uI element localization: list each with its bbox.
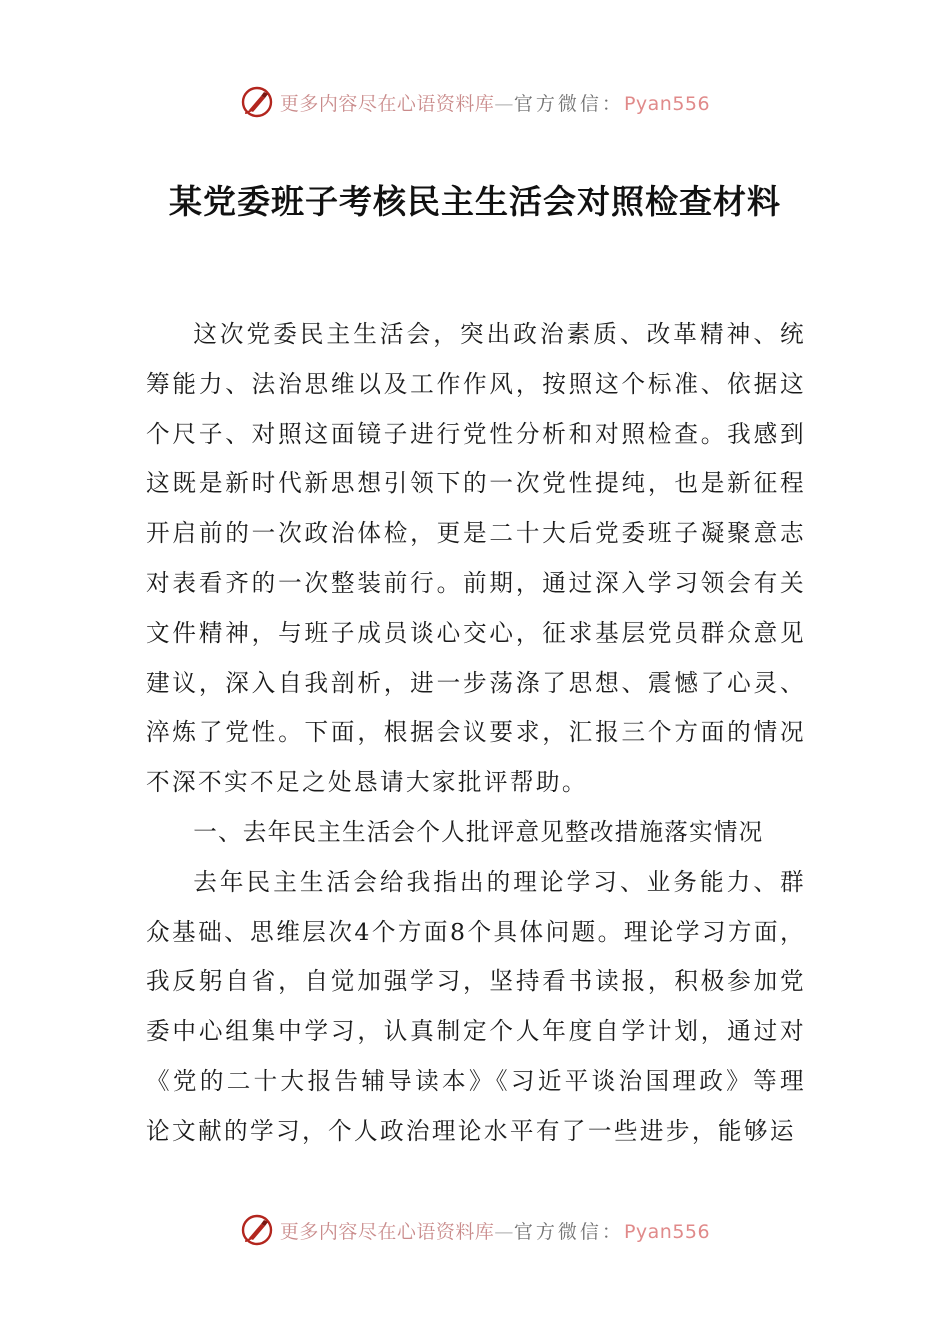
header-banner bbox=[0, 82, 950, 122]
banner-brand: 更多内容尽在心语资料库 bbox=[279, 1220, 495, 1243]
footer-banner bbox=[0, 1210, 950, 1250]
document-body bbox=[146, 310, 806, 1157]
banner-tag: 官方微信： bbox=[513, 1220, 624, 1243]
banner-text bbox=[280, 1217, 710, 1244]
banner-text bbox=[280, 89, 710, 116]
banner-separator: — bbox=[494, 1220, 514, 1243]
intro-paragraph: 这次党委民主生活会，突出政治素质、改革精神、统筹能力、法治思维以及工作作风，按照这个标准、依据这个尺子、对照这面镜子进行党性分析和对照检查。我感到这既是新时代新思想引领下的一次党性提纯，也是新征程开启前的一次政治体检，更是二十大后党委班子凝聚意志对表看齐的一次整装前行。前期，通过深入学习领会有关文件精神，与班子成员谈心交心，征求基层党员群众意见建议，深入自我剖析，进一步荡涤了思想、震憾了心灵、淬炼了党性。下面，根据会议要求，汇报三个方面的情况不深不实不足之处恳请大家批评帮助。 bbox=[146, 320, 806, 797]
banner-tag: 官方微信： bbox=[513, 92, 624, 115]
pen-nib-logo-icon bbox=[240, 1213, 274, 1247]
section-paragraph: 去年民主生活会给我指出的理论学习、业务能力、群众基础、思维层次4个方面8个具体问题。理论学习方面，我反躬自省，自觉加强学习，坚持看书读报，积极参加党委中心组集中学习，认真制定个人年度自学计划，通过对《党的二十大报告辅导读本》《习近平谈治国理政》等理论文献的学习，个人政治理论水平有了一些进步，能够运 bbox=[146, 867, 806, 1145]
pen-nib-logo-icon bbox=[240, 85, 274, 119]
section-heading: 一、去年民主生活会个人批评意见整改措施落实情况 bbox=[193, 817, 764, 846]
banner-wechat-id: Pyan556 bbox=[623, 92, 711, 115]
banner-brand: 更多内容尽在心语资料库 bbox=[279, 92, 495, 115]
banner-separator: — bbox=[494, 92, 514, 115]
banner-wechat-id: Pyan556 bbox=[623, 1220, 711, 1243]
document-title: 某党委班子考核民主生活会对照检查材料 bbox=[169, 182, 781, 221]
